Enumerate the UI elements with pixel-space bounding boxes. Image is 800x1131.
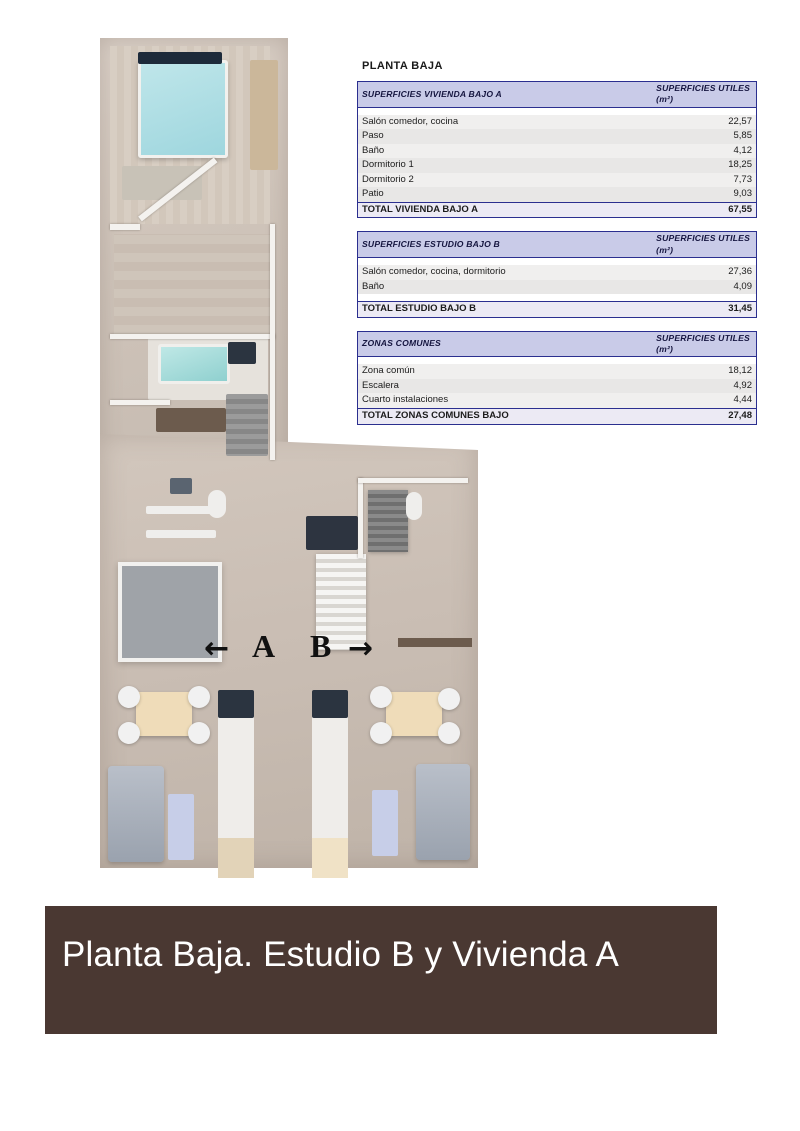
table-row bbox=[358, 393, 757, 408]
row-value: 4,44 bbox=[596, 393, 756, 408]
plan-bar-counter bbox=[398, 638, 472, 647]
row-label: Salón comedor, cocina bbox=[358, 115, 597, 130]
table-row bbox=[358, 173, 757, 188]
plan-window-a bbox=[168, 794, 194, 860]
total-label: TOTAL ESTUDIO BAJO B bbox=[358, 302, 597, 318]
plan-chair-b4 bbox=[438, 722, 460, 744]
table-vivienda-bajo-a bbox=[357, 81, 757, 218]
plan-shelf-1 bbox=[146, 506, 216, 514]
plan-wall-mid-2 bbox=[110, 400, 170, 405]
table-total-row bbox=[358, 408, 757, 424]
table-header-left: SUPERFICIES VIVIENDA BAJO A bbox=[358, 82, 597, 108]
plan-kitchen-counter bbox=[156, 408, 226, 432]
plan-room-paso bbox=[114, 234, 274, 334]
table-header-row bbox=[358, 331, 757, 357]
surface-tables bbox=[357, 60, 759, 438]
table-spacer bbox=[358, 258, 757, 266]
page-title: PLANTA BAJA bbox=[362, 60, 443, 72]
plan-shelf-2 bbox=[146, 530, 216, 538]
total-value: 31,45 bbox=[596, 302, 756, 318]
table-spacer bbox=[358, 357, 757, 365]
plan-wall-right-1 bbox=[358, 478, 363, 558]
plan-dining-table-a bbox=[136, 692, 192, 736]
plan-staircase-secondary bbox=[368, 490, 408, 552]
plan-landing bbox=[306, 516, 358, 550]
table-row bbox=[358, 280, 757, 295]
table-row bbox=[358, 115, 757, 130]
row-value: 9,03 bbox=[596, 187, 756, 202]
caption-text: Planta Baja. Estudio B y Vivienda A bbox=[62, 935, 619, 974]
plan-dining-table-b bbox=[386, 692, 442, 736]
table-header-right: SUPERFICIES UTILES (m²) bbox=[596, 331, 756, 357]
table-row bbox=[358, 144, 757, 159]
row-label: Escalera bbox=[358, 379, 597, 394]
row-label: Dormitorio 2 bbox=[358, 173, 597, 188]
plan-headboard-1 bbox=[138, 52, 222, 64]
row-value: 5,85 bbox=[596, 129, 756, 144]
plan-chair-a3 bbox=[188, 686, 210, 708]
plan-window-b bbox=[372, 790, 398, 856]
plan-entrance-door-b bbox=[312, 690, 348, 718]
table-spacer bbox=[358, 294, 757, 302]
plan-wall-mid-3 bbox=[270, 224, 275, 460]
row-value: 7,73 bbox=[596, 173, 756, 188]
total-label: TOTAL ZONAS COMUNES BAJO bbox=[358, 408, 597, 424]
plan-wall-mid-1 bbox=[110, 334, 275, 339]
table-total-row bbox=[358, 202, 757, 218]
table-header-row bbox=[358, 82, 757, 108]
table-header-row bbox=[358, 232, 757, 258]
plan-bed-1 bbox=[138, 60, 228, 158]
total-value: 67,55 bbox=[596, 202, 756, 218]
plan-chair-b1 bbox=[370, 686, 392, 708]
plan-chair-b2 bbox=[370, 722, 392, 744]
table-header-left: ZONAS COMUNES bbox=[358, 331, 597, 357]
row-label: Paso bbox=[358, 129, 597, 144]
total-value: 27,48 bbox=[596, 408, 756, 424]
arrow-left-icon: ← bbox=[204, 631, 230, 666]
table-row bbox=[358, 158, 757, 173]
table-row bbox=[358, 187, 757, 202]
row-label: Dormitorio 1 bbox=[358, 158, 597, 173]
row-value: 18,25 bbox=[596, 158, 756, 173]
caption-banner bbox=[45, 906, 717, 1034]
row-label: Baño bbox=[358, 144, 597, 159]
table-estudio-bajo-b bbox=[357, 231, 757, 317]
row-label: Zona común bbox=[358, 364, 597, 379]
arrow-right-icon: → bbox=[348, 631, 374, 666]
row-label: Patio bbox=[358, 187, 597, 202]
marker-letter-a: A bbox=[252, 628, 276, 664]
row-value: 18,12 bbox=[596, 364, 756, 379]
plan-wc-fixture-2 bbox=[406, 492, 422, 520]
table-zonas-comunes bbox=[357, 331, 757, 425]
plan-step-a bbox=[218, 838, 254, 878]
plan-chair-a4 bbox=[188, 722, 210, 744]
plan-wardrobe-1 bbox=[250, 60, 278, 170]
row-value: 4,92 bbox=[596, 379, 756, 394]
plan-shower bbox=[226, 394, 268, 456]
plan-wall-top bbox=[110, 224, 140, 230]
row-value: 4,09 bbox=[596, 280, 756, 295]
row-label: Cuarto instalaciones bbox=[358, 393, 597, 408]
row-label: Baño bbox=[358, 280, 597, 295]
plan-entrance-door-a bbox=[218, 690, 254, 718]
plan-chair-a2 bbox=[118, 722, 140, 744]
row-value: 4,12 bbox=[596, 144, 756, 159]
table-total-row bbox=[358, 302, 757, 318]
plan-chair-a1 bbox=[118, 686, 140, 708]
plan-sofa-b bbox=[416, 764, 470, 860]
plan-bathtub bbox=[158, 344, 230, 384]
row-value: 22,57 bbox=[596, 115, 756, 130]
marker-letter-b: B bbox=[310, 628, 332, 664]
plan-chair-b3 bbox=[438, 688, 460, 710]
table-header-left: SUPERFICIES ESTUDIO BAJO B bbox=[358, 232, 597, 258]
table-header-right: SUPERFICIES UTILES (m²) bbox=[596, 232, 756, 258]
plan-door-dark-1 bbox=[170, 478, 192, 494]
plan-bath-cabinet bbox=[228, 342, 256, 364]
table-row bbox=[358, 265, 757, 280]
row-value: 27,36 bbox=[596, 265, 756, 280]
table-row bbox=[358, 364, 757, 379]
table-row bbox=[358, 129, 757, 144]
plan-wall-right-2 bbox=[358, 478, 468, 483]
table-spacer bbox=[358, 107, 757, 115]
table-header-right: SUPERFICIES UTILES (m²) bbox=[596, 82, 756, 108]
total-label: TOTAL VIVIENDA BAJO A bbox=[358, 202, 597, 218]
plan-step-b bbox=[312, 838, 348, 878]
plan-sofa-a bbox=[108, 766, 164, 862]
table-row bbox=[358, 379, 757, 394]
row-label: Salón comedor, cocina, dormitorio bbox=[358, 265, 597, 280]
